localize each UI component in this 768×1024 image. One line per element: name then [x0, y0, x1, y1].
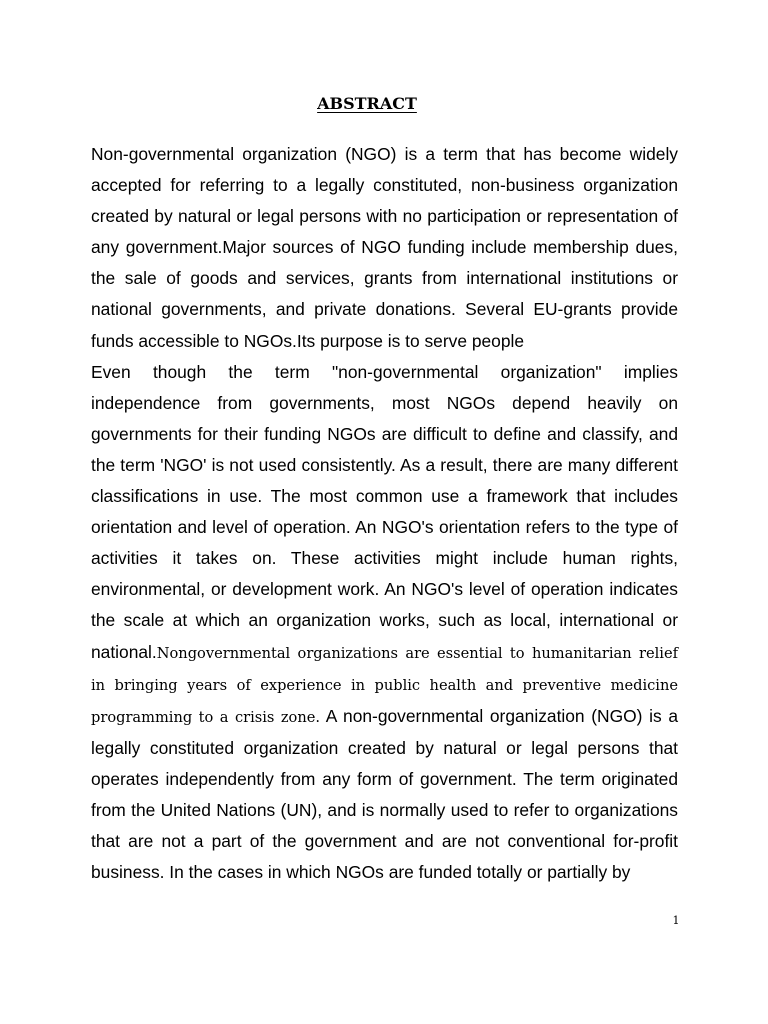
page-number: 1	[672, 914, 680, 927]
paragraph-2	[91, 357, 678, 889]
document-body	[91, 139, 678, 888]
page-title: ABSTRACT	[317, 94, 417, 113]
paragraph-2-start: Even though the term "non-governmental organization" implies independence from governments, most NGOs depend heavily on governments for their funding NGOs are difficult to define and classify, and the term 'NGO' is not used consistently. As a result, there are many different classifications in use. The most common use a framework that includes orientation and level of operation. An NGO's orientation refers to the type of activities it takes on. These activities might include human rights, environmental, or development work. An NGO's level of operation indicates the scale at which an organization works, such as local, international or national.	[91, 361, 678, 662]
paragraph-2-end: A non-governmental organization (NGO) is a legally constituted organization created by natural or legal persons that operates independently from any form of government. The term originated from the United Nations (UN), and is normally used to refer to organizations that are not a part of the government and are not conventional for-profit business. In the cases in which NGOs are funded totally or partially by	[91, 705, 678, 883]
paragraph-1: Non-governmental organization (NGO) is a term that has become widely accepted for referring to a legally constituted, non-business organization created by natural or legal persons with no participation or representation of any government.Major sources of NGO funding include membership dues, the sale of goods and services, grants from international institutions or national governments, and private donations. Several EU-grants provide funds accessible to NGOs.Its purpose is to serve people	[91, 144, 678, 351]
paragraph-2-serif-run: Nongovernmental organizations are essential to humanitarian relief in bringing years of experience in public health and preventive medicine programming to a crisis zone.	[91, 644, 678, 726]
